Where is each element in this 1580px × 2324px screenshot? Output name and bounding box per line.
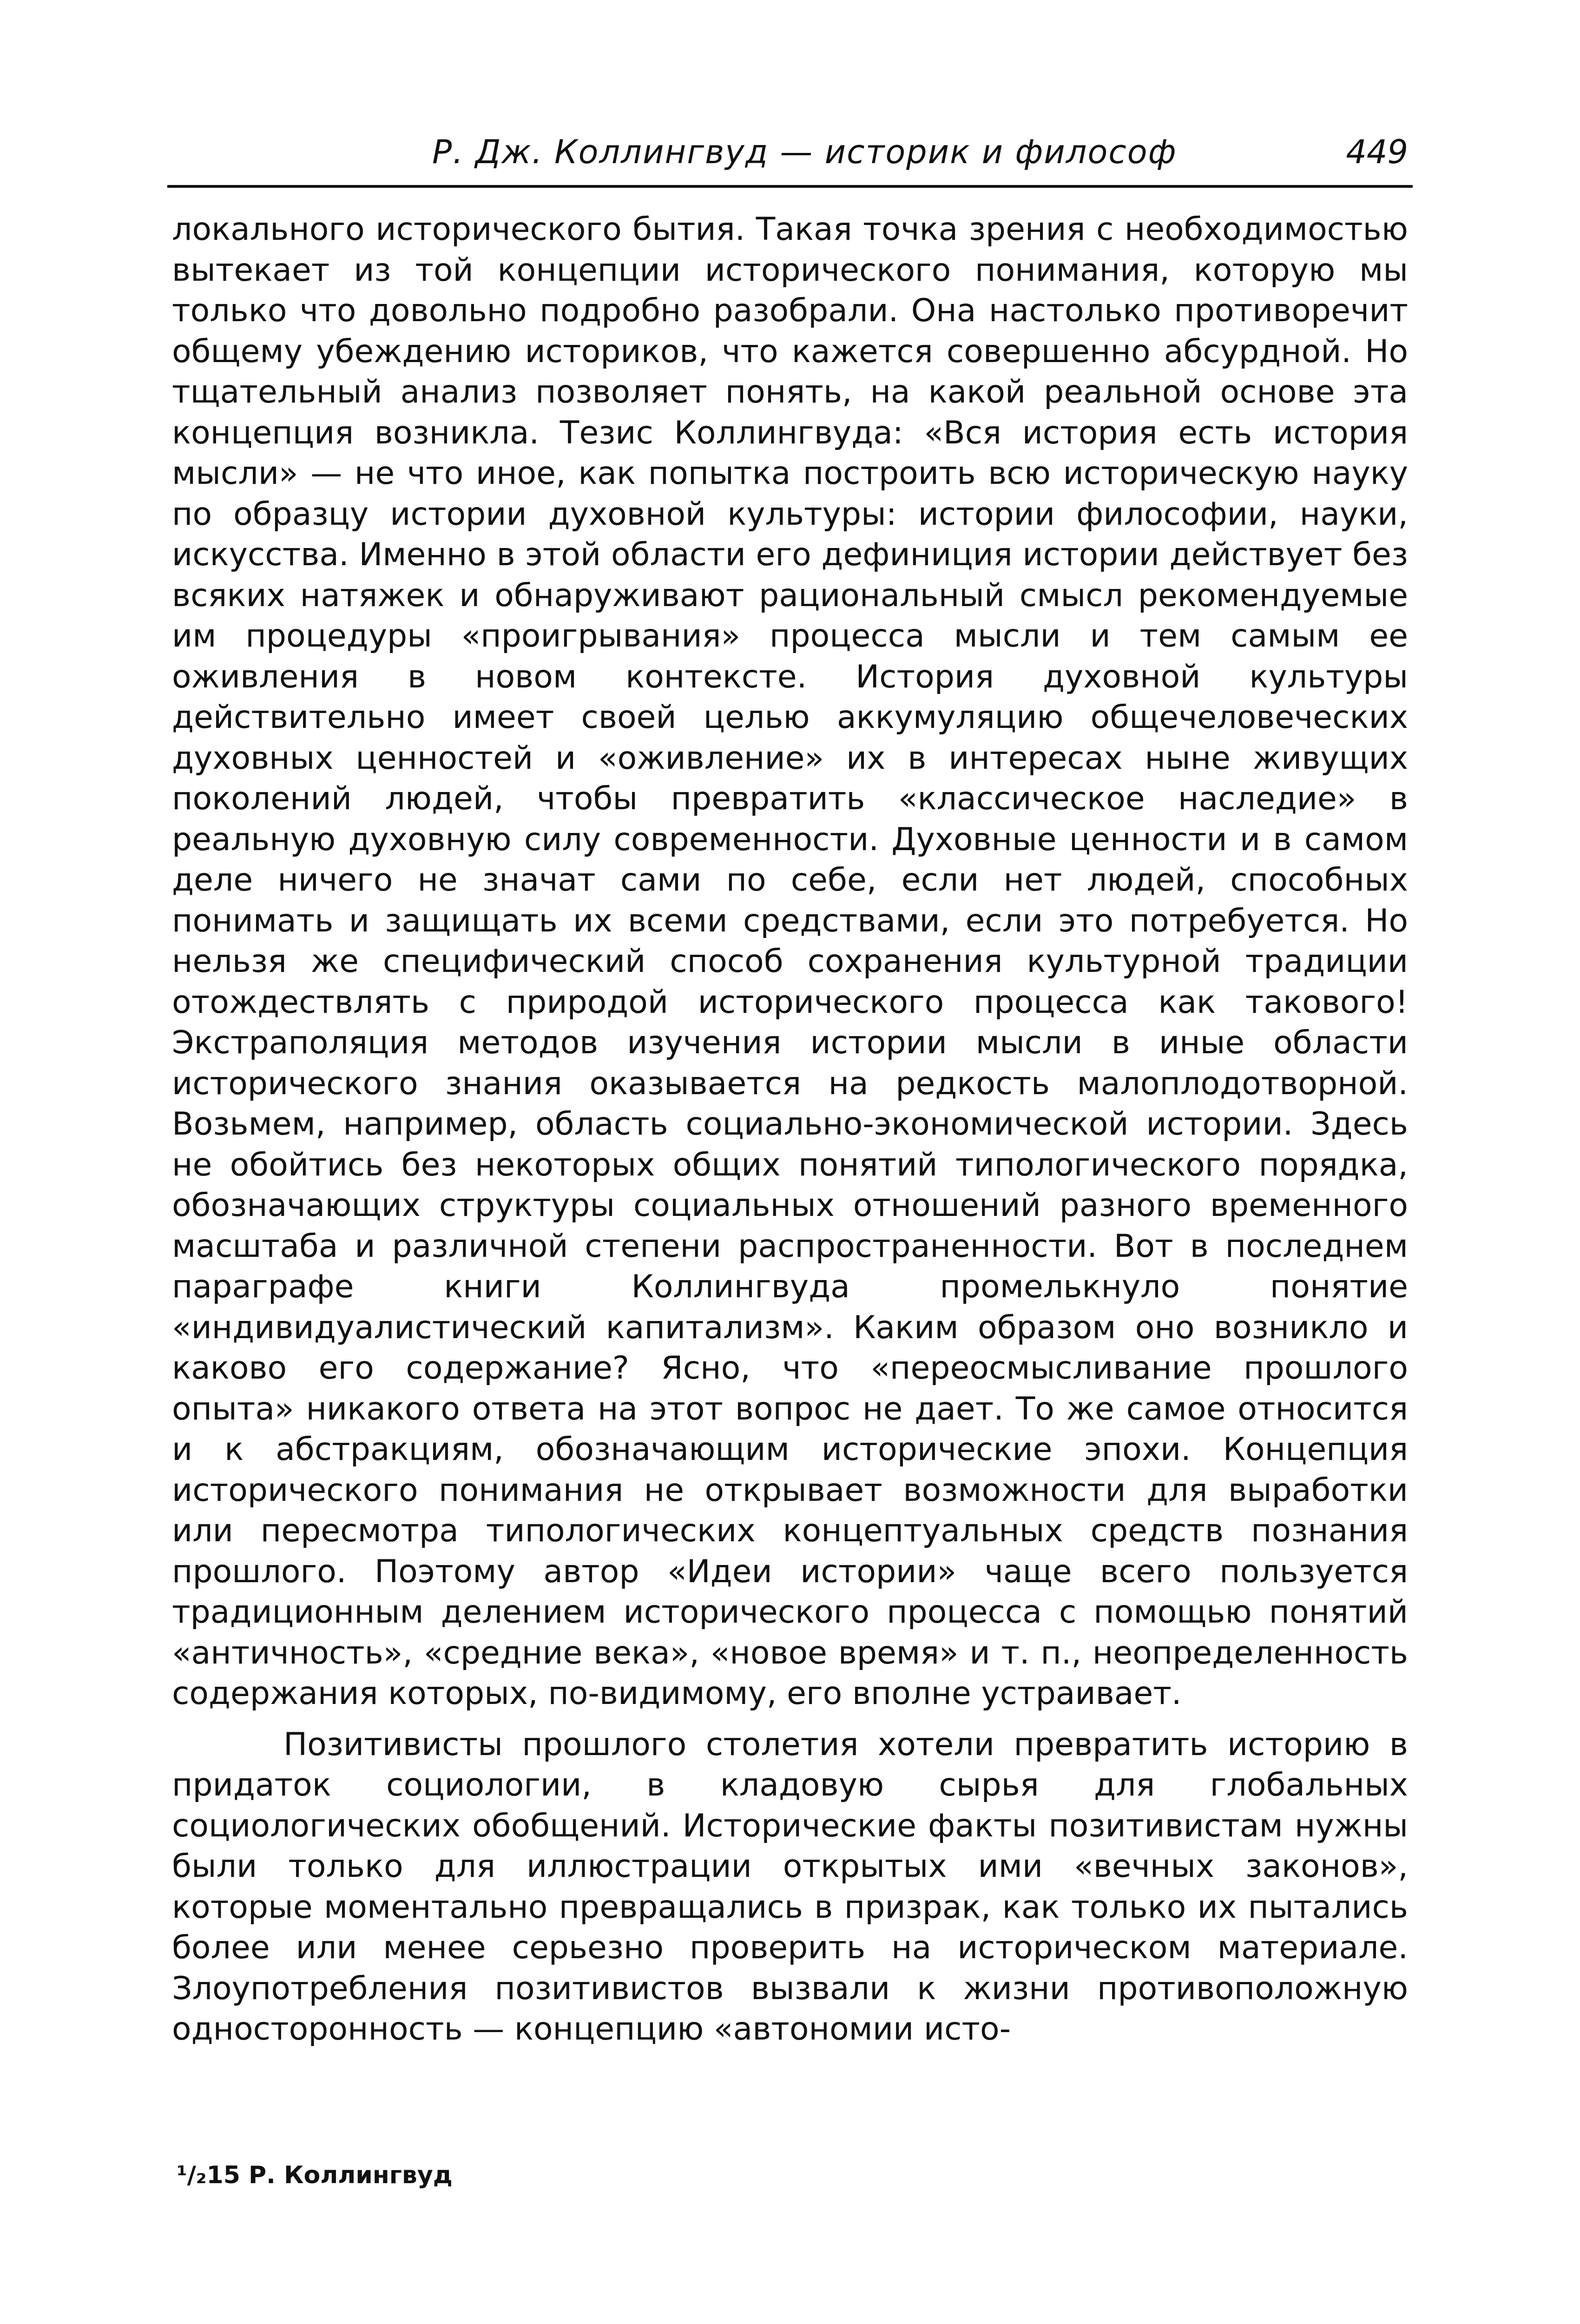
header-rule (167, 185, 1413, 188)
paragraph-1: локального исторического бытия. Такая точка зрения с необходимостью вытекает из той концепции исторического понимания, которую мы только что довольно подробно разобрали. Она настолько противоречит общему убеждению историков, что кажется совершенно абсурдной. Но тщательный анализ позволяет понять, на какой реальной основе эта концепция возникла. Тезис Коллингвуда: «Вся история есть история мысли» — не что иное, как попытка построить всю историческую науку по образцу истории духовной культуры: истории философии, науки, искусства. Именно в этой области его дефиниция истории действует без всяких натяжек и обнаруживают рациональный смысл рекомендуемые им процедуры «проигрывания» процесса мысли и тем самым ее оживления в новом контексте. История духовной культуры действительно имеет своей целью аккумуляцию общечеловеческих духовных ценностей и «оживление» их в интересах ныне живущих поколений людей, чтобы превратить «классическое наследие» в реальную духовную силу современности. Духовные ценности и в самом деле ничего не значат сами по себе, если нет людей, способных понимать и защищать их всеми средствами, если это потребуется. Но нельзя же специфический способ сохранения культурной традиции отождествлять с природой исторического процесса как такового! Экстраполяция методов изучения истории мысли в иные области исторического знания оказывается на редкость малоплодотворной. Возьмем, например, область социально-экономической истории. Здесь не обойтись без некоторых общих понятий типологического порядка, обозначающих структуры социальных отношений разного временного масштаба и различной степени распространенности. Вот в последнем параграфе книги Коллингвуда промелькнуло понятие «индивидуалистический капитализм». Каким образом оно возникло и каково его содержание? Ясно, что «переосмысливание прошлого опыта» никакого ответа на этот вопрос не дает. То же самое относится и к абстракциям, обозначающим исторические эпохи. Концепция исторического понимания не открывает возможности для выработки или пересмотра типологических концептуальных средств познания прошлого. Поэтому автор «Идеи истории» чаще всего пользуется традиционным делением исторического процесса с помощью понятий «античность», «средние века», «новое время» и т. п., неопределенность содержания которых, по-видимому, его вполне устраивает. (172, 211, 1408, 1712)
running-title: Р. Дж. Коллингвуд — историк и философ (432, 133, 1177, 171)
page-header (172, 130, 1408, 181)
paragraph-2: Позитивисты прошлого столетия хотели превратить историю в придаток социологии, в кладовую сырья для глобальных социологических обобщений. Исторические факты позитивистам нужны были только для иллюстрации открытых ими «вечных законов», которые моментально превращались в призрак, как только их пытались более или менее серьезно проверить на историческом материале. Злоупотребления позитивистов вызвали к жизни противоположную односторонность — концепцию «автономии исто- (172, 1726, 1408, 2047)
page-number: 449 (1346, 133, 1408, 171)
printer-signature-mark: ¹/₂15 Р. Коллингвуд (177, 2161, 453, 2189)
body-text (172, 209, 1408, 2050)
